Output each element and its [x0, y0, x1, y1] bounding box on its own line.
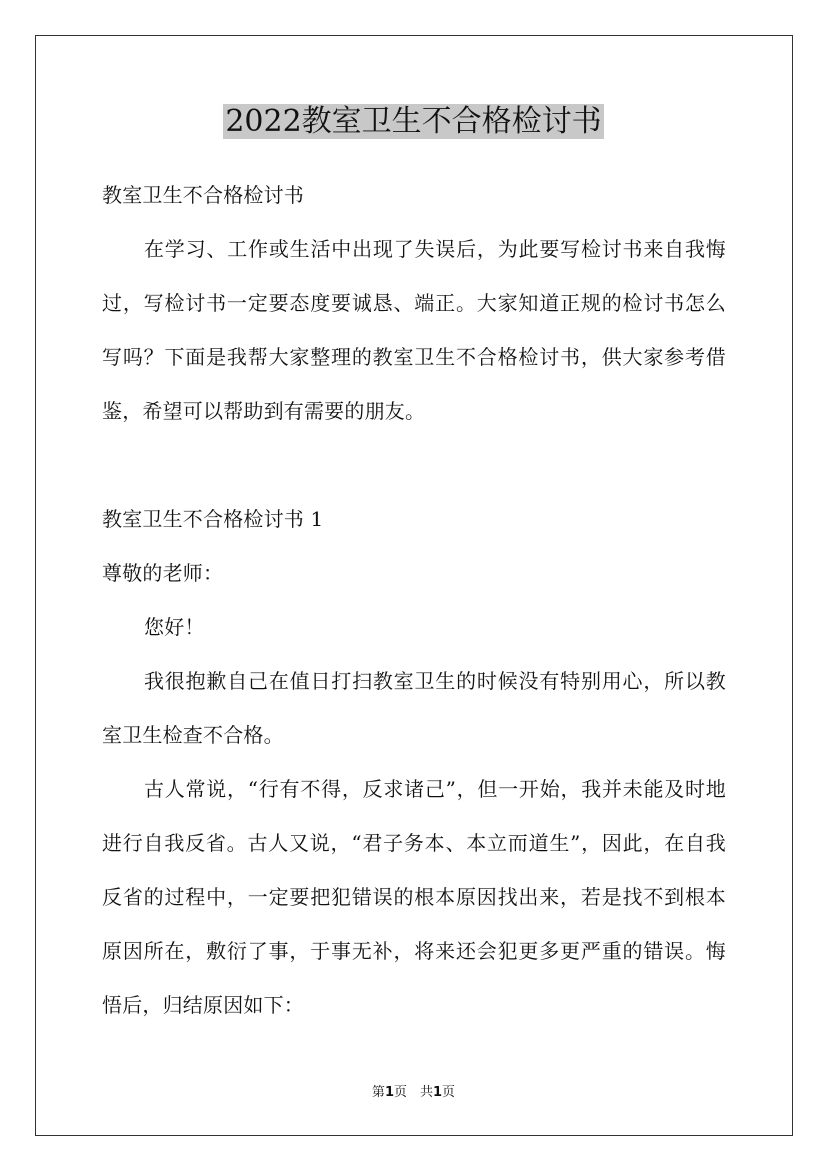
blank-line [102, 438, 726, 492]
letter-heading: 教室卫生不合格检讨书 1 [102, 507, 324, 531]
section-heading: 教室卫生不合格检讨书 [102, 183, 304, 207]
body-paragraph: 我很抱歉自己在值日打扫教室卫生的时候没有特别用心，所以教室卫生检查不合格。 [102, 669, 726, 747]
footer-text: 页 共 [393, 1085, 433, 1100]
document-title [0, 100, 827, 144]
page-footer [0, 1084, 827, 1102]
footer-text: 页 [442, 1085, 456, 1100]
document-body [102, 168, 726, 1032]
document-title-text: 2022教室卫生不合格检讨书 [225, 104, 602, 139]
greeting: 您好！ [144, 615, 205, 639]
page-total-number: 1 [433, 1085, 443, 1100]
footer-text: 第 [371, 1085, 385, 1100]
page-current-number: 1 [384, 1085, 394, 1100]
body-paragraph: 古人常说，“行有不得，反求诸己”，但一开始，我并未能及时地进行自我反省。古人又说，“君子务本、本立而道生”，因此，在自我反省的过程中，一定要把犯错误的根本原因找出来，若是找不到根本原因所在，敷衍了事，于事无补，将来还会犯更多更严重的错误。悔悟后，归结原因如下： [102, 777, 726, 1017]
intro-paragraph: 在学习、工作或生活中出现了失误后，为此要写检讨书来自我悔过，写检讨书一定要态度要诚恳、端正。大家知道正规的检讨书怎么写吗？下面是我帮大家整理的教室卫生不合格检讨书，供大家参考借鉴，希望可以帮助到有需要的朋友。 [102, 237, 726, 423]
salutation: 尊敬的老师： [102, 561, 224, 585]
